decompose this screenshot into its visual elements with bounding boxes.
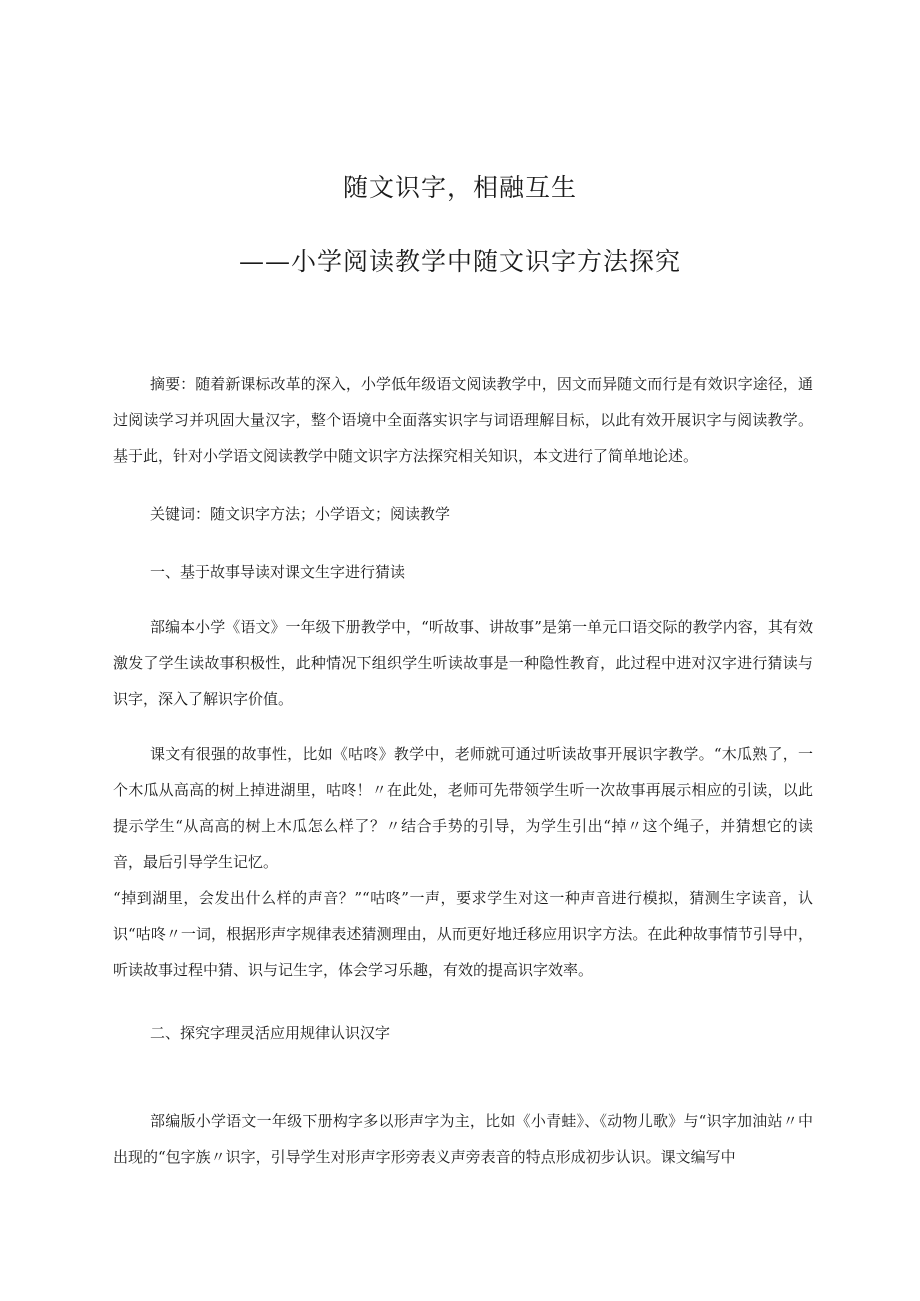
section2-heading: 二、探究字理灵活应用规律认识汉字	[150, 1024, 391, 1042]
section2-paragraph-1: 部编版小学语文一年级下册构字多以形声字为主，比如《小青蛙》、《动物儿歌》与“识字加油站〃中出现的“包字族〃识字，引导学生对形声字形旁表义声旁表音的特点形成初步认识。课文编写中	[113, 1112, 813, 1166]
keywords-line: 关键词：随文识字方法；小学语文；阅读教学	[150, 505, 451, 523]
section1-heading: 一、基于故事导读对课文生字进行猜读	[150, 563, 406, 581]
section1-paragraph-1: 部编本小学《语文》一年级下册教学中，“听故事、讲故事”是第一单元口语交际的教学内容，其有效激发了学生读故事积极性，此种情况下组织学生听读故事是一种隐性教育，此过程中进对汉字进行猜读与识字，深入了解识字价值。	[113, 618, 813, 708]
section1-paragraph-2: 课文有很强的故事性，比如《咕咚》教学中，老师就可通过听读故事开展识字教学。“木瓜熟了，一个木瓜从高高的树上掉进湖里，咕咚！〃在此处，老师可先带领学生听一次故事再展示相应的引读，以此提示学生“从高高的树上木瓜怎么样了？〃结合手势的引导，为学生引出“掉〃这个绳子，并猜想它的读音，最后引导学生记忆。	[113, 745, 813, 871]
section1-paragraph-3: “掉到湖里，会发出什么样的声音？”“咕咚”一声，要求学生对这一种声音进行模拟，猜测生字读音，认识“咕咚〃一词，根据形声字规律表述猜测理由，从而更好地迁移应用识字方法。在此种故事情节引导中，听读故事过程中猜、识与记生字，体会学习乐趣，有效的提高识字效率。	[113, 889, 813, 979]
document-subtitle: ——小学阅读教学中随文识字方法探究	[238, 247, 681, 276]
document-title: 随文识字，相融互生	[342, 173, 577, 202]
abstract-paragraph: 摘要：随着新课标改革的深入，小学低年级语文阅读教学中，因文而异随文而行是有效识字途径，通过阅读学习并巩固大量汉字，整个语境中全面落实识字与词语理解目标，以此有效开展识字与阅读教学。基于此，针对小学语文阅读教学中随文识字方法探究相关知识，本文进行了简单地论述。	[113, 375, 813, 465]
